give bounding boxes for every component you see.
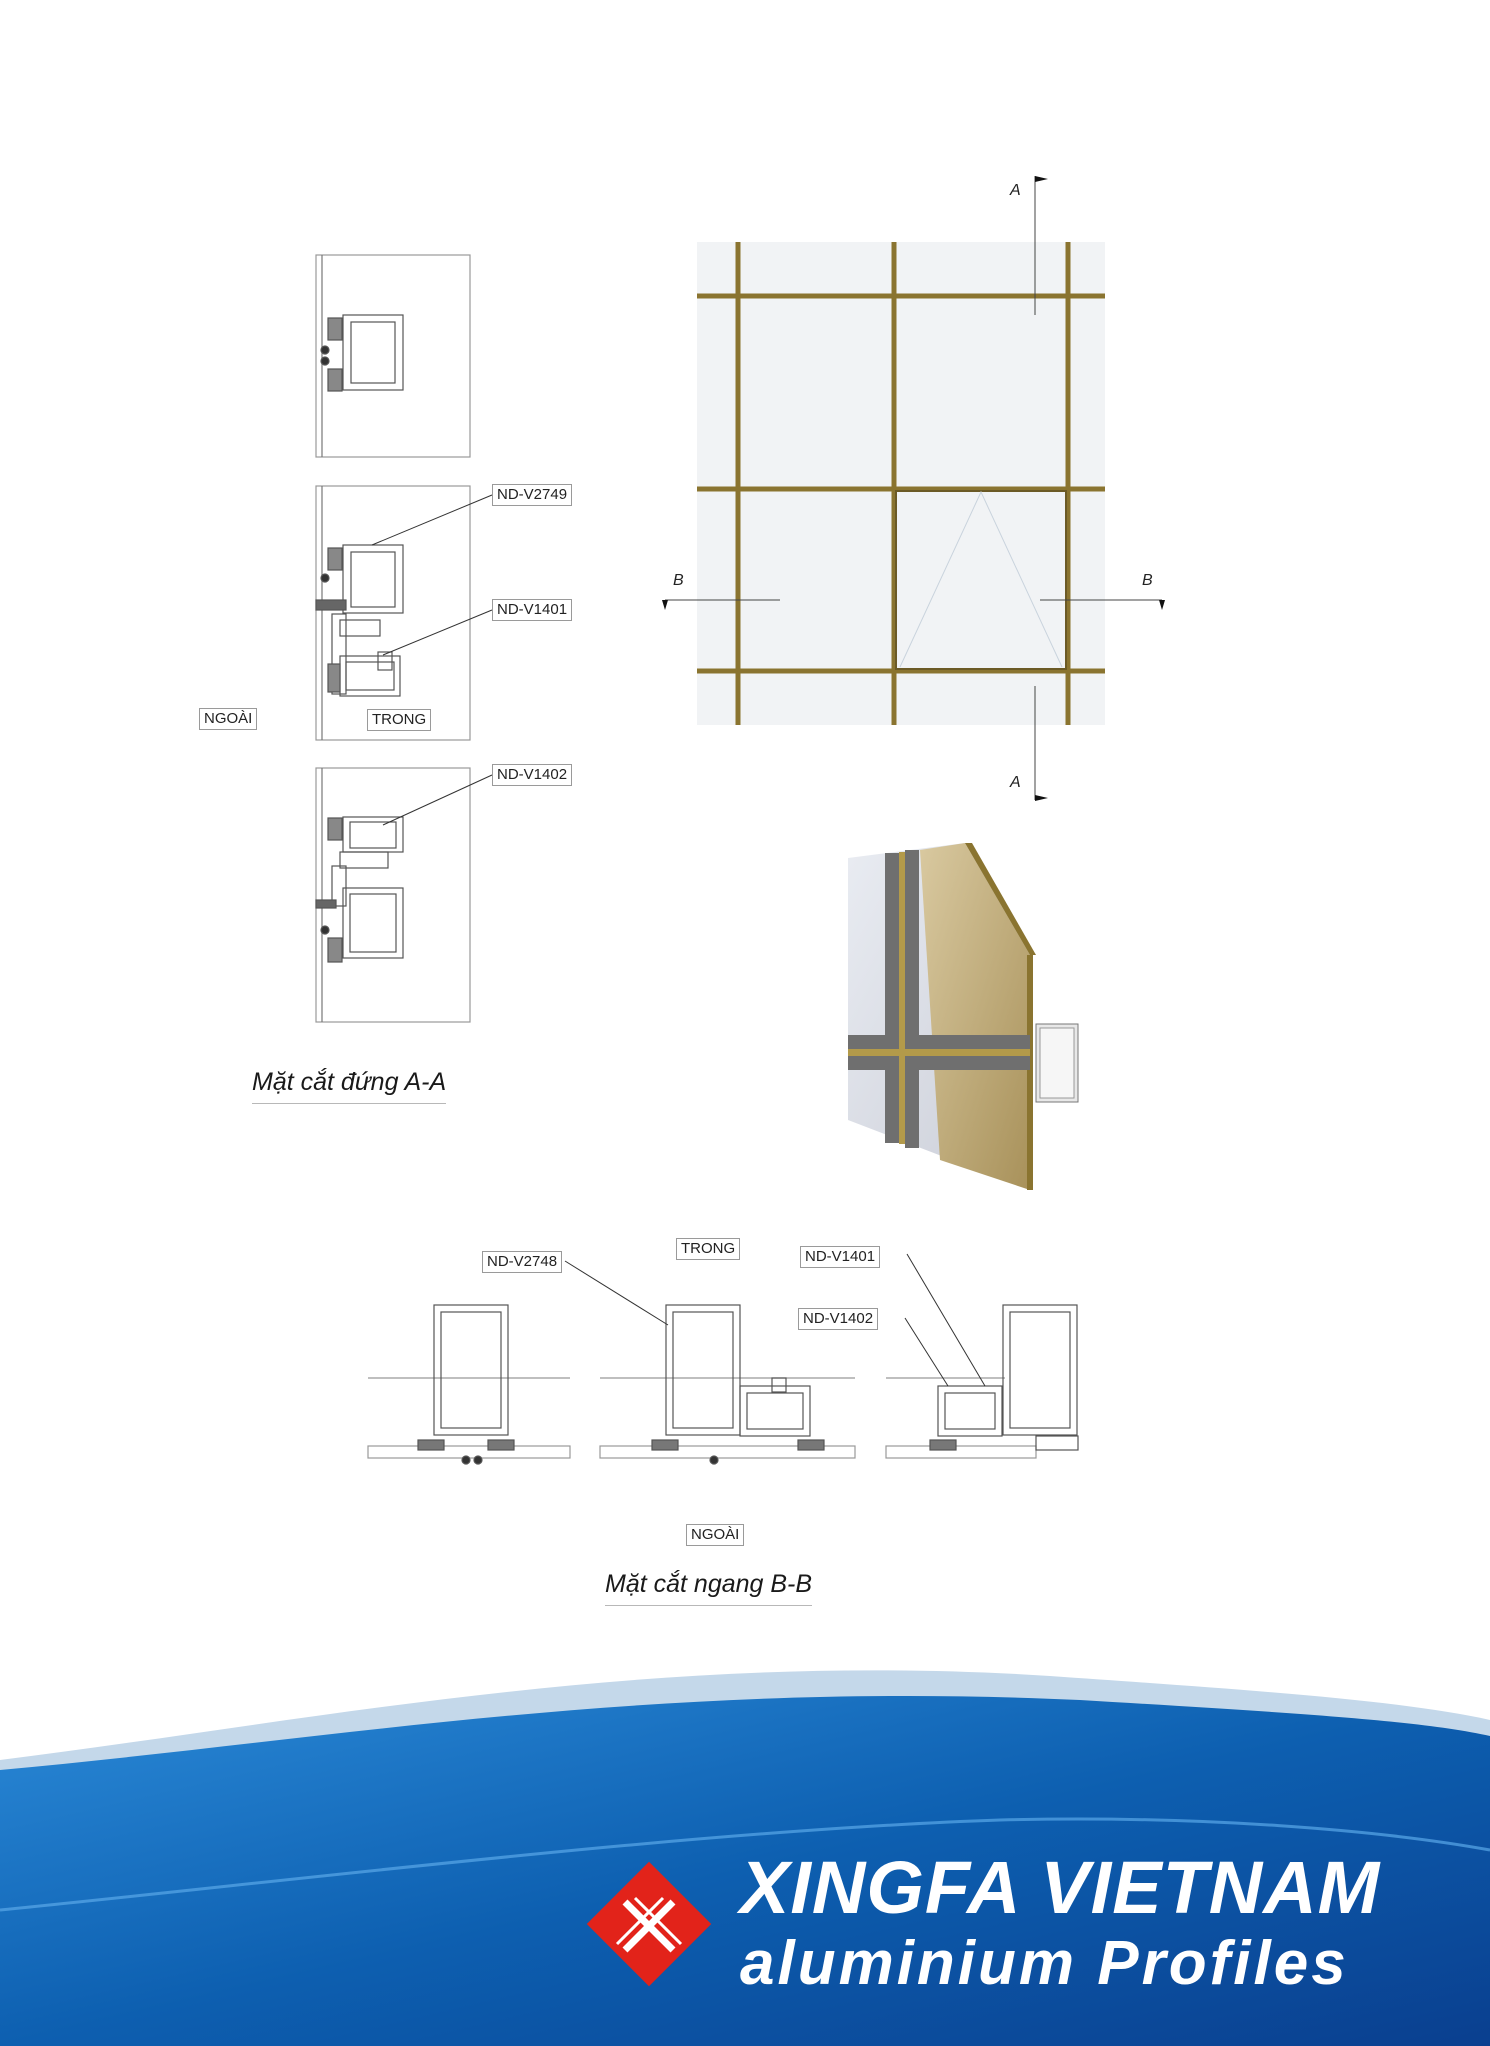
profile-label-v2748: ND-V2748 bbox=[482, 1251, 562, 1273]
cut-b-left-label: B bbox=[673, 572, 684, 589]
cut-a-bottom-label: A bbox=[1010, 774, 1021, 791]
profile-label-v1401-b: ND-V1401 bbox=[800, 1246, 880, 1268]
brand-logo bbox=[585, 1860, 713, 1988]
outside-label: NGOÀI bbox=[199, 708, 257, 730]
horizontal-section-caption: Mặt cắt ngang B-B bbox=[605, 1570, 812, 1606]
profile-label-v2749: ND-V2749 bbox=[492, 484, 572, 506]
cut-a-top-label: A bbox=[1010, 182, 1021, 199]
profile-label-v1402-b: ND-V1402 bbox=[798, 1308, 878, 1330]
inside-label: TRONG bbox=[367, 709, 431, 731]
brand-tagline: aluminium Profiles bbox=[740, 1929, 1349, 1998]
inside-label-b: TRONG bbox=[676, 1238, 740, 1260]
profile-label-v1401: ND-V1401 bbox=[492, 599, 572, 621]
cut-b-right-label: B bbox=[1142, 572, 1153, 589]
outside-label-b: NGOÀI bbox=[686, 1524, 744, 1546]
vertical-section-caption: Mặt cắt đứng A-A bbox=[252, 1068, 446, 1104]
brand-name: XINGFA VIETNAM bbox=[740, 1846, 1381, 1929]
profile-label-v1402: ND-V1402 bbox=[492, 764, 572, 786]
